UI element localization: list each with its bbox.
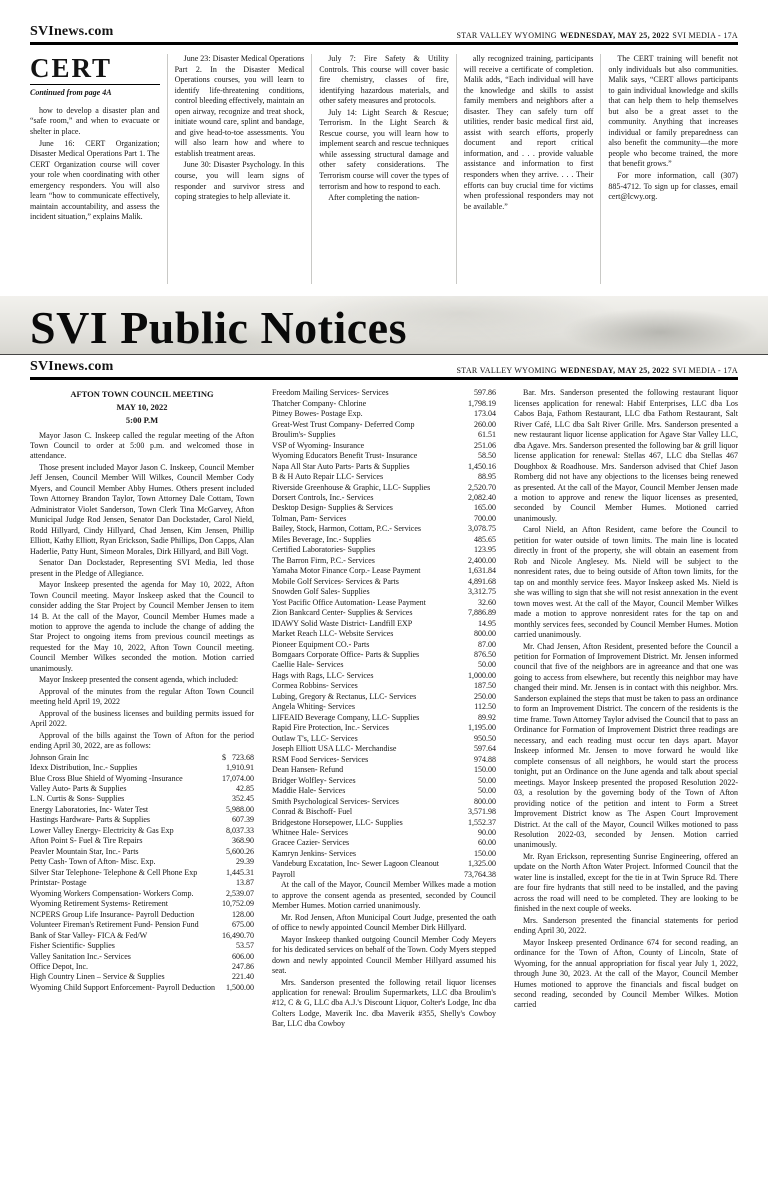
bill-amount: 1,000.00	[468, 670, 496, 680]
bill-payee: Zion Bankcard Center- Supplies & Services	[272, 608, 413, 618]
bill-row	[272, 577, 496, 587]
bill-amount: 250.00	[474, 691, 496, 701]
bill-payee: Volunteer Fireman's Retirement Fund- Pension Fund	[30, 920, 199, 930]
bill-row	[272, 859, 496, 869]
bill-row	[272, 640, 496, 650]
minutes-column-3	[514, 388, 738, 1180]
bill-row	[272, 566, 496, 576]
bill-row	[272, 619, 496, 629]
bill-payee: Bank of Star Valley- FICA & Fed/W	[30, 930, 148, 940]
minutes-column-1	[30, 388, 254, 1180]
bill-payee: NCPERS Group Life Insurance- Payroll Deduction	[30, 909, 195, 919]
bill-amount: 50.00	[478, 786, 496, 796]
cert-headline-rule	[30, 84, 160, 85]
cert-column-3	[311, 54, 456, 284]
bill-amount: 247.86	[232, 961, 254, 971]
meeting-title: AFTON TOWN COUNCIL MEETING	[70, 389, 214, 400]
bill-row	[272, 671, 496, 681]
bill-amount: 173.04	[474, 409, 496, 419]
bill-payee: Office Depot, Inc.	[30, 961, 89, 971]
bill-payee: Gracee Cazier- Services	[272, 838, 350, 848]
bill-amount: 150.00	[474, 848, 496, 858]
meeting-heading	[30, 388, 254, 426]
paragraph: Senator Dan Dockstader, Representing SVI Media, led those present in the Pledge of Allegiance.	[30, 558, 254, 578]
bill-row	[30, 962, 254, 972]
bill-row	[272, 702, 496, 712]
bill-payee: Printstar- Postage	[30, 878, 87, 888]
bill-payee: Joseph Elliott USA LLC- Merchandise	[272, 744, 397, 754]
bill-payee: Wyoming Workers Compensation- Workers Comp.	[30, 888, 194, 898]
bill-amount: 123.95	[474, 545, 496, 555]
bill-payee: Lower Valley Energy- Electricity & Gas Exp	[30, 825, 174, 835]
bill-row	[30, 836, 254, 846]
meeting-date: MAY 10, 2022	[116, 402, 168, 413]
bill-payee: Hastings Hardware- Parts & Supplies	[30, 815, 150, 825]
paragraph: Mr. Rod Jensen, Afton Municipal Court Judge, presented the oath of office to newly appointed Council Member Dirk Hillyard.	[272, 912, 496, 933]
bill-payee: Idexx Distribution, Inc.- Supplies	[30, 763, 138, 773]
paragraph: Mayor Inskeep presented the agenda for May 10, 2022, Afton Town Council meeting. Mayor Inskeep asked that the Council to consider adding the Star Project by Council Member Jensen to item 14 B. At the call of the Mayor, Council Member Humes made a motion to approve the agenda to include the change of adding the Star Project to ongoing items from previous council meetings as requested for the May 10, 2022, Afton Town Council meeting. Council Member Wilkes seconded the motion. Motion carried unanimously.	[30, 580, 254, 673]
bill-row	[272, 420, 496, 430]
second-masthead	[30, 359, 738, 375]
bill-row	[272, 514, 496, 524]
site-name: SVInews.com	[30, 24, 114, 39]
paragraph: July 7: Fire Safety & Utility Controls. This course will cover basic fire chemistry, classes of fire, identifying hazardous materials, and other safety measures and protocols.	[319, 54, 449, 106]
bill-row	[30, 952, 254, 962]
bill-row	[30, 941, 254, 951]
bill-row	[272, 399, 496, 409]
bill-payee: Valley Sanitation Inc.- Services	[30, 951, 131, 961]
paragraph: After completing the nation-	[328, 193, 420, 203]
bill-amount: 597.86	[474, 388, 496, 398]
bill-row	[272, 587, 496, 597]
cert-column-3-text	[319, 54, 449, 204]
bill-amount: 5,988.00	[226, 804, 254, 814]
cert-column-2-text	[175, 54, 305, 203]
bill-row	[30, 878, 254, 888]
dateline-location: STAR VALLEY WYOMING	[456, 31, 557, 40]
bill-payee: Riverside Greenhouse & Graphic, LLC- Supplies	[272, 482, 431, 492]
bill-row	[30, 784, 254, 794]
bill-row	[272, 870, 496, 880]
bill-row	[272, 629, 496, 639]
bill-amount: 13.87	[236, 878, 254, 888]
bill-row	[30, 983, 254, 993]
bill-row	[272, 462, 496, 472]
bill-amount: 368.90	[232, 836, 254, 846]
bill-payee: B & H Auto Repair LLC- Services	[272, 472, 384, 482]
bills-list-2	[272, 388, 496, 880]
public-notices-title: SVI Public Notices	[30, 302, 407, 353]
bill-row	[30, 763, 254, 773]
bill-row	[272, 692, 496, 702]
bill-payee: RSM Food Services- Services	[272, 754, 369, 764]
bill-payee: Dorsert Controls, Inc.- Services	[272, 492, 374, 502]
cert-column-2	[167, 54, 312, 284]
bill-row	[30, 805, 254, 815]
cert-headline: CERT	[30, 54, 113, 83]
bill-amount: 4,891.68	[468, 576, 496, 586]
bill-payee: Desktop Design- Supplies & Services	[272, 503, 393, 513]
bill-amount: 1,195.00	[468, 723, 496, 733]
bill-amount: 606.00	[232, 951, 254, 961]
paragraph: Mrs. Sanderson presented the following retail liquor licenses application for renewal: Broulim Supermarkets, LLC dba Broulim's #12, C & G, LLC dba A.J.'s Discount Liquor, Colter's Lodge, Inc dba Colters Lodge, Maverik Inc. dba Maverik #355, Shelly's Cowboy Bar, LLC dba Cowboy	[272, 977, 496, 1029]
bill-amount: 50.00	[478, 775, 496, 785]
paragraph: June 23: Disaster Medical Operations Part 2. In the Disaster Medical Operations courses, you will learn to identify life-threatening conditions, control bleeding effectively, maintain an open airway, recognize and treat shock, initiate wound care, splint and bandage, and give head-to-toe assessments. You will also learn how and where to establish treatment areas.	[174, 54, 305, 158]
bill-row	[272, 828, 496, 838]
cert-column-5	[600, 54, 738, 284]
bill-row	[272, 765, 496, 775]
bill-payee: Valley Auto- Parts & Supplies	[30, 784, 127, 794]
bill-amount: 5,600.26	[226, 846, 254, 856]
bill-payee: Angela Whiting- Services	[272, 702, 355, 712]
paragraph: Mr. Chad Jensen, Afton Resident, presented before the Council a petition for Formation of Improvement District. Mr. Jensen informed council that five of the neighbors are in agreeance and that one was going to access from elsewhere, but recently this neighbor may have changed their mind. Mr. Jensen is in contact with this neighbor. Mrs. Sanderson explained the steps that must be taken to pass an ordinance to form an Improvement District. The concern of the residents is the time frame. Town Attorney Taylor advised the Council that to pass an Ordinance for Formation of Improvement District three readings are necessary, and each reading must occur ten days apart. Mayor Inskeep informed Mr. Jensen to move forward he would like complete consensus of all neighbors, he would start the process tonight, put an Ordinance on the June agenda and talk about special meetings. Mayor Inskeep presented the proposed Resolution 2022-03, a resolution by the governing body of the Town of Afton providing notice of the petition and intent to Form a Street Improvement District know as The Aspen Court Improvement District. At the call of the Mayor, Council Wilkes motioned to pass Resolution 2022-03, seconded by Jensen. Motion carried unanimously.	[514, 641, 738, 850]
bill-payee: Market Reach LLC- Website Services	[272, 629, 394, 639]
paragraph: ally recognized training, participants will receive a certificate of completion. Malik adds, “Each individual will have the knowledge and skills to assist family members and neighbors after a disaster. They can safely turn off utilities, render basic medical first aid, assist with search efforts, properly document and report critical information, and . . . provide valuable assistance and information to first responders when they arrive. . . . Their efforts can buy crucial time for victims when professional responders may not be available.”	[463, 54, 594, 211]
dateline-media: SVI MEDIA - 17A	[672, 366, 738, 376]
paragraph: Those present included Mayor Jason C. Inskeep, Council Member Jeff Jensen, Council Member Will Wilkes, Council Member Cody Myers, and Council Member Abby Humes. Others present included Town Attorney Brandon Taylor, Town Attorney Dale Cottam, Town Administrator Violet Sanderson, Town Clerk Tina McGarvey, Afton Municipal Judge Rod Jensen, Senator Dan Dockstader, Carol Nield, Rodd Hillyard, Cindy Hillyard, Chad Jensen, Kim Jensen, Phillip Elliott, Kathy Elliott, Ryan Erickson, Sadie Phillips, Don Capps, Alan Haderlie, Patty Hunt, Simeon Morales, Dirk Hillyard, and Bill Vogt.	[30, 462, 254, 556]
bill-row	[272, 608, 496, 618]
bill-amount: 675.00	[232, 920, 254, 930]
bill-row	[272, 556, 496, 566]
bill-payee: Hags with Rags, LLC- Services	[272, 670, 374, 680]
bill-amount: 29.39	[236, 857, 254, 867]
bill-amount: $ 723.68	[222, 752, 254, 762]
bill-amount: 3,312.75	[468, 587, 496, 597]
bill-amount: 1,798.19	[468, 398, 496, 408]
bill-amount: 352.45	[232, 794, 254, 804]
bill-row	[30, 910, 254, 920]
bill-row	[272, 451, 496, 461]
bill-amount: 42.85	[236, 784, 254, 794]
bill-payee: Dean Hansen- Refund	[272, 765, 344, 775]
bill-row	[272, 472, 496, 482]
bill-amount: 112.50	[474, 702, 496, 712]
bill-amount: 1,450.16	[468, 461, 496, 471]
bill-amount: 607.39	[232, 815, 254, 825]
paragraph: The CERT training will benefit not only individuals but also communities. Malik says, “CERT allows participants to gain individual knowledge and skills that can help them to help themselves but also be a great asset to the community. Anything that increases individual or family preparedness can also benefit the community—the more people who become trained, the more that benefit grows.”	[608, 54, 738, 169]
bill-row	[272, 430, 496, 440]
bill-payee: Fisher Scientific- Supplies	[30, 941, 115, 951]
bill-amount: 597.64	[474, 744, 496, 754]
paragraph: Mayor Jason C. Inskeep called the regular meeting of the Afton Town Council to order at 5:00 p.m. and welcomed those in attendance.	[30, 430, 254, 461]
bill-row	[272, 483, 496, 493]
bill-row	[272, 838, 496, 848]
bill-row	[272, 786, 496, 796]
bill-amount: 3,571.98	[468, 807, 496, 817]
dateline	[457, 31, 738, 40]
minutes-intro-text	[30, 431, 254, 752]
dateline-date: WEDNESDAY, MAY 25, 2022	[559, 31, 670, 40]
bill-amount: 2,082.40	[468, 492, 496, 502]
bill-amount: 950.50	[474, 733, 496, 743]
bill-row	[272, 723, 496, 733]
bill-row	[272, 818, 496, 828]
bill-amount: 700.00	[474, 513, 496, 523]
bill-payee: Smith Psychological Services- Services	[272, 796, 399, 806]
paragraph: Mayor Inskeep thanked outgoing Council Member Cody Meyers for his dedicated services on behalf of the Town. Cody Myers stepped down and newly appointed Council Member Hillyard assumed his seat.	[272, 934, 496, 976]
minutes-column-2	[272, 388, 496, 1180]
paragraph: Mayor Inskeep presented Ordinance 674 for second reading, an ordinance for the Town of Afton, County of Lincoln, State of Wyoming, for the annual appropriation for fiscal year July 1, 2022, through June 30, 2023. At the call of the Mayor, Council Member Humes motioned to approve the financials and fiscal budget on second reading, seconded by Council Member Wilkes. Motion carried	[514, 937, 738, 1010]
meeting-time: 5:00 P.M	[125, 414, 159, 425]
paragraph: Mrs. Sanderson presented the financial statements for period ending April 30, 2022.	[514, 915, 738, 936]
bill-amount: 128.00	[232, 909, 254, 919]
bill-row	[272, 650, 496, 660]
bill-payee: The Barron Firm, P.C.- Services	[272, 555, 375, 565]
bills-list-1	[30, 753, 254, 994]
bill-payee: Outlaw T's, LLC- Services	[272, 733, 358, 743]
bill-payee: Mobile Golf Services- Services & Parts	[272, 576, 399, 586]
bill-amount: 60.00	[478, 838, 496, 848]
bill-payee: Yost Pacific Office Automation- Lease Payment	[272, 597, 426, 607]
paragraph: Approval of the minutes from the regular Afton Town Council meeting held April 19, 2022	[30, 686, 254, 707]
bill-amount: 87.00	[478, 639, 496, 649]
bill-amount: 3,078.75	[468, 524, 496, 534]
dateline-media: SVI MEDIA - 17A	[672, 31, 738, 40]
bill-amount: 2,539.07	[226, 888, 254, 898]
bill-row	[272, 503, 496, 513]
bill-amount: 876.50	[474, 650, 496, 660]
bill-row	[30, 972, 254, 982]
bill-payee: High Country Linen – Service & Supplies	[30, 972, 165, 982]
bill-amount: 2,400.00	[468, 555, 496, 565]
bill-payee: Afton Point S- Fuel & Tire Repairs	[30, 836, 143, 846]
bill-row	[30, 774, 254, 784]
bill-amount: 1,910.91	[226, 763, 254, 773]
bill-row	[30, 899, 254, 909]
paragraph: Approval of the business licenses and building permits issued for April 2022.	[30, 708, 254, 729]
bill-payee: Great-West Trust Company- Deferred Comp	[272, 419, 415, 429]
bill-amount: 800.00	[474, 796, 496, 806]
paragraph: For more information, call (307) 885-4712. To sign up for classes, email cert@lcwy.org.	[608, 171, 738, 202]
bill-amount: 251.06	[474, 440, 496, 450]
bill-payee: Bailey, Stock, Harmon, Cottam, P.C.- Services	[272, 524, 422, 534]
bill-row	[272, 744, 496, 754]
cert-column-1	[30, 54, 167, 284]
public-notices-banner	[0, 296, 768, 355]
bill-row	[272, 776, 496, 786]
bill-payee: Miles Beverage, Inc.- Supplies	[272, 534, 371, 544]
bill-payee: Broulim's- Supplies	[272, 430, 336, 440]
bill-amount: 800.00	[474, 629, 496, 639]
bill-payee: Peavler Mountain Star, Inc.- Parts	[30, 846, 139, 856]
dateline-date: WEDNESDAY, MAY 25, 2022	[559, 366, 670, 376]
paragraph: Carol Nield, an Afton Resident, came before the Council to petition for water outside of town limits. The main line is located directly in front of the property, she will obtain an easement from Rob and Nicole Anglesey. Ms. Nield will be subject to the nonresident rates, due to being outside of Afton town limits, for the tap on and monthly service fees. Mayor Inskeep asked Ms. Nield is she was willing to sign that she will not resist annexation in the event town moves west. At the call of the Mayor, Council Member Wilkes made a motion to approve nonresident rates for the tap on and monthly services fees, seconded by Council Member Humes. Motion carried unanimously.	[514, 525, 738, 640]
bill-payee: Tolman, Pam- Services	[272, 513, 347, 523]
bill-payee: Freedom Mailing Services- Services	[272, 388, 389, 398]
second-masthead-rule	[30, 377, 738, 380]
cert-column-5-text	[608, 54, 738, 203]
bill-amount: 53.57	[236, 941, 254, 951]
bill-row	[30, 920, 254, 930]
bill-row	[272, 734, 496, 744]
bill-row	[30, 857, 254, 867]
bill-row	[272, 409, 496, 419]
bill-row	[272, 545, 496, 555]
bill-payee: Snowden Golf Sales- Supplies	[272, 587, 370, 597]
bill-amount: 221.40	[232, 972, 254, 982]
paragraph: Bar. Mrs. Sanderson presented the following restaurant liquor licenses application for renewal: Habif Enterprises, LLC dba Los Cabos Baja, Fathom Restaurant, LLC dba Fathom Restaurant, Salt River Café, LLC dba Salt River Grille. Mrs. Sanderson presented a new restaurant liquor license application for Agave Star Valley LLC, dba Agave. Mrs. Sanderson presented the following bar & grill liquor license application for renewal: Stellas 467, LLC dba Stellas 467 Doughbox & Roadhouse. Mrs. Sanderson advised that Chief Jason Romberg did not have any objections to the licenses being renewed as presented. At the call of the Mayor, Council Member Jensen made a motion to approve and renew the liquor licenses as presented, seconded by Council Member Humes. Motioned carried unanimously.	[514, 388, 738, 523]
bill-payee: Caellie Hale- Services	[272, 660, 344, 670]
bill-payee: Maddie Hale- Services	[272, 786, 346, 796]
bill-payee: Lubing, Gregory & Rectanus, LLC- Services	[272, 691, 417, 701]
bill-payee: Vandeburg Excatation, Inc- Sewer Lagoon Cleanout	[272, 859, 439, 869]
bill-amount: 1,325.00	[468, 859, 496, 869]
bill-payee: Silver Star Telephone- Telephone & Cell Phone Exp	[30, 867, 198, 877]
bill-amount: 260.00	[474, 419, 496, 429]
cert-column-4	[456, 54, 601, 284]
paragraph: At the call of the Mayor, Council Member Wilkes made a motion to approve the consent agenda as presented, seconded by Council Member Humes. Motion carried unanimously.	[272, 880, 496, 911]
bill-row	[272, 388, 496, 398]
bill-amount: 90.00	[478, 827, 496, 837]
cert-column-1-text	[30, 106, 160, 223]
paragraph: Mr. Ryan Erickson, representing Sunrise Engineering, offered an update on the North Afton Water Project. Informed Council that the water line is installed, except for the tie in at Twin Spruce Rd. There are four fire hydrants that still need to be installed, and the paving across the road will need to be completed. They are looking to be finished in the next couple of weeks.	[514, 851, 738, 914]
bill-row	[30, 931, 254, 941]
bill-amount: 8,037.33	[226, 825, 254, 835]
bill-row	[272, 598, 496, 608]
bill-row	[30, 826, 254, 836]
bill-payee: Napa All Star Auto Parts- Parts & Supplies	[272, 461, 410, 471]
bill-amount: 17,074.00	[222, 773, 254, 783]
cert-article	[30, 54, 738, 284]
bill-row	[272, 755, 496, 765]
bill-payee: Bridgestone Horsepower, LLC- Supplies	[272, 817, 403, 827]
bill-payee: Payroll	[272, 869, 296, 879]
bill-amount: 61.51	[478, 430, 496, 440]
bill-payee: Wyoming Retirement Systems- Retirement	[30, 899, 168, 909]
bill-amount: 150.00	[474, 765, 496, 775]
bill-amount: 1,500.00	[226, 982, 254, 992]
site-name: SVInews.com	[30, 359, 114, 375]
bill-row	[272, 535, 496, 545]
minutes-middle-text	[272, 880, 496, 1030]
bill-row	[272, 524, 496, 534]
bill-row	[272, 713, 496, 723]
bill-amount: 485.65	[474, 534, 496, 544]
bill-row	[30, 794, 254, 804]
bill-amount: 89.92	[478, 712, 496, 722]
paragraph: June 30: Disaster Psychology. In this course, you will learn signs of responder and survivor stress and coping strategies to help alleviate it.	[174, 160, 305, 202]
bill-payee: Energy Laboratories, Inc- Water Test	[30, 804, 149, 814]
bill-amount: 50.00	[478, 660, 496, 670]
bill-payee: Thatcher Company- Chlorine	[272, 398, 367, 408]
continued-from-note: Continued from page 4A	[30, 88, 112, 98]
paragraph: Approval of the bills against the Town of Afton for the period ending April 30, 2022, are as follows:	[30, 730, 254, 751]
bill-payee: Kamryn Jenkins- Services	[272, 848, 356, 858]
bill-amount: 58.50	[478, 451, 496, 461]
paragraph: how to develop a disaster plan and “safe room,” and when to evacuate or shelter in place.	[30, 105, 160, 136]
bill-payee: Rapid Fire Protection, Inc.- Services	[272, 723, 389, 733]
bill-payee: IDAWY Solid Waste District- Landfill EXP	[272, 618, 413, 628]
bill-payee: LIFEAID Beverage Company, LLC- Supplies	[272, 712, 420, 722]
minutes-end-text	[514, 388, 738, 1011]
bill-amount: 73,764.38	[464, 869, 496, 879]
bill-row	[272, 493, 496, 503]
bill-amount: 974.88	[474, 754, 496, 764]
bill-row	[272, 807, 496, 817]
bill-payee: Bomgaars Corporate Office- Parts & Supplies	[272, 650, 420, 660]
bill-row	[30, 815, 254, 825]
bill-row	[30, 889, 254, 899]
bill-row	[272, 660, 496, 670]
bill-amount: 2,520.70	[468, 482, 496, 492]
bill-amount: 7,886.89	[468, 608, 496, 618]
bill-row	[272, 797, 496, 807]
bill-payee: Cormea Robbins- Services	[272, 681, 358, 691]
bill-amount: 1,552.37	[468, 817, 496, 827]
bill-amount: 88.95	[478, 472, 496, 482]
bill-payee: Wyoming Educators Benefit Trust- Insurance	[272, 451, 418, 461]
paragraph: July 14: Light Search & Rescue; Terrorism. In the Light Search & Rescue course, you will learn how to implement search and rescue techniques while assessing structural damage and other safety considerations. The Terrorism course will cover the types of terrorism and how to respond to each.	[319, 107, 449, 191]
bill-payee: Yamaha Motor Finance Corp.- Lease Payment	[272, 566, 421, 576]
top-masthead	[30, 24, 738, 40]
bill-row	[30, 753, 254, 763]
bill-payee: Conrad & Bischoff- Fuel	[272, 807, 353, 817]
bill-payee: Blue Cross Blue Shield of Wyoming -Insurance	[30, 773, 183, 783]
bill-row	[30, 847, 254, 857]
bill-amount: 14.95	[478, 618, 496, 628]
bill-row	[272, 849, 496, 859]
council-minutes	[30, 388, 738, 1180]
cert-column-4-text	[464, 54, 594, 212]
bill-amount: 10,752.09	[222, 899, 254, 909]
bill-row	[272, 441, 496, 451]
masthead-rule	[30, 42, 738, 45]
bill-payee: VSP of Wyoming- Insurance	[272, 440, 365, 450]
bill-payee: Pitney Bowes- Postage Exp.	[272, 409, 363, 419]
bill-payee: Johnson Grain Inc	[30, 752, 89, 762]
bill-payee: Bridger Wolfley- Services	[272, 775, 356, 785]
bill-amount: 1,631.84	[468, 566, 496, 576]
bill-amount: 1,445.31	[226, 867, 254, 877]
bill-payee: Whitnee Hale- Services	[272, 827, 348, 837]
dateline	[457, 366, 738, 375]
bill-amount: 32.60	[478, 597, 496, 607]
bill-row	[272, 681, 496, 691]
bill-payee: Pioneer Equipment CO.- Parts	[272, 639, 370, 649]
bill-amount: 165.00	[474, 503, 496, 513]
bill-payee: Certified Laboratories- Supplies	[272, 545, 376, 555]
paragraph: Mayor Inskeep presented the consent agenda, which included:	[39, 675, 239, 685]
bill-amount: 187.50	[474, 681, 496, 691]
bill-amount: 16,490.70	[222, 930, 254, 940]
bill-payee: Petty Cash- Town of Afton- Misc. Exp.	[30, 857, 156, 867]
bill-payee: L.N. Curtis & Sons- Supplies	[30, 794, 125, 804]
bill-row	[30, 868, 254, 878]
bill-payee: Wyoming Child Support Enforcement- Payroll Deduction	[30, 982, 216, 992]
paragraph: June 16: CERT Organization; Disaster Medical Operations Part 1. The CERT Organization course will cover your role when coordinating with other emergency responders. You will also learn “how to communicate effectively, maintain accountability, and assess the incident situation,” explains Malik.	[30, 138, 160, 222]
dateline-location: STAR VALLEY WYOMING	[456, 366, 557, 376]
